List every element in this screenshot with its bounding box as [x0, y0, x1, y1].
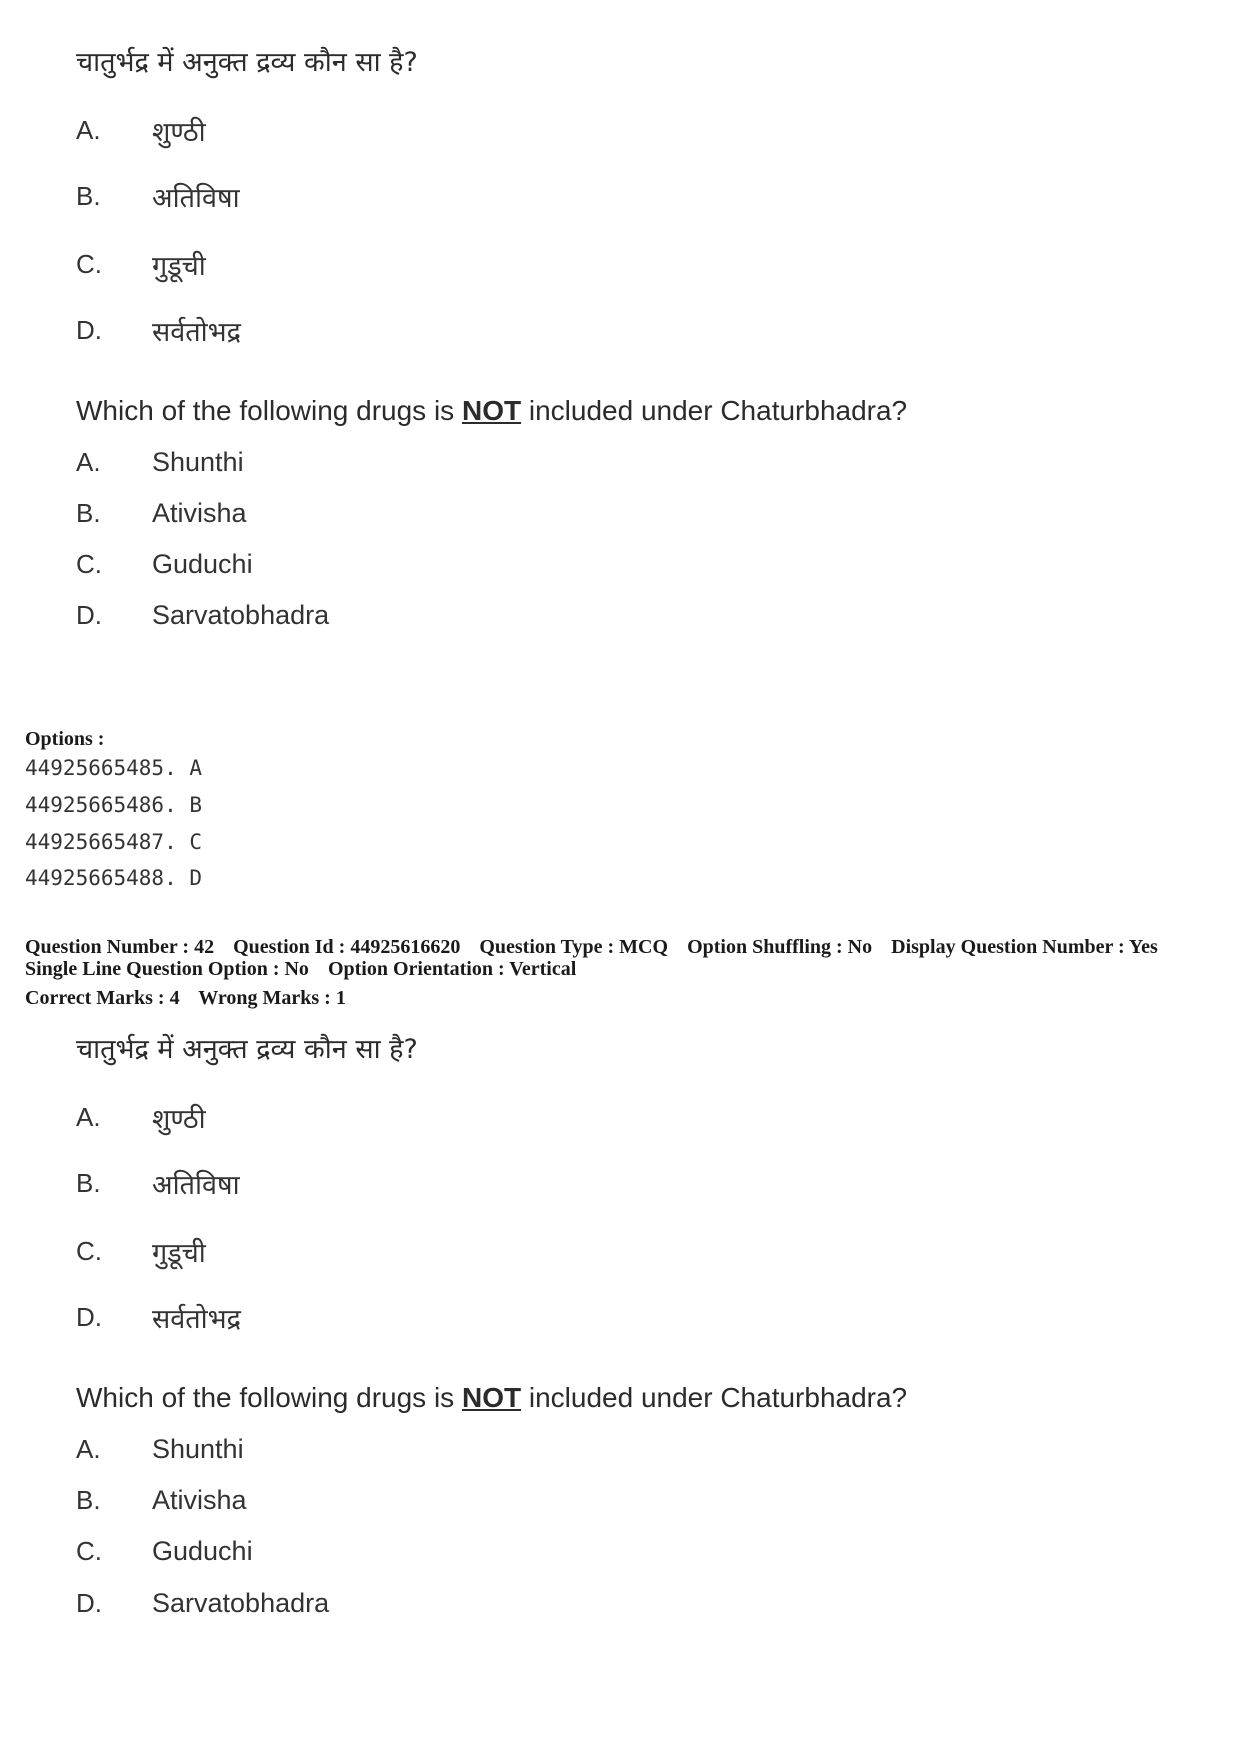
option-text: Guduchi: [152, 1536, 253, 1566]
option-text: Sarvatobhadra: [152, 600, 330, 630]
option-letter: A.: [76, 1102, 101, 1132]
option-letter: C.: [76, 549, 102, 579]
option-id-d: 44925665488. D: [25, 866, 203, 890]
option-d-hindi: [76, 312, 241, 349]
meta-option-orientation: Option Orientation : Vertical: [327, 958, 577, 980]
option-text: अतिविषा: [152, 183, 240, 214]
options-heading: Options :: [25, 728, 105, 750]
option-d-hindi: [76, 1299, 241, 1336]
option-letter: A.: [76, 1434, 101, 1464]
meta-wrong-marks: Wrong Marks : 1: [198, 987, 346, 1009]
option-c-hindi: [76, 1233, 206, 1270]
option-text: Ativisha: [152, 1485, 247, 1515]
option-letter: C.: [76, 1236, 102, 1266]
option-text: अतिविषा: [152, 1170, 240, 1201]
question-text-hindi: चातुर्भद्र में अनुक्त द्रव्य कौन सा है?: [76, 47, 418, 78]
option-a-hindi: [76, 1099, 206, 1136]
question-text-part: included under Chaturbhadra?: [521, 395, 908, 426]
option-b-english: [76, 498, 247, 529]
option-letter: B.: [76, 498, 101, 528]
meta-question-type: Question Type : MCQ: [479, 936, 669, 958]
question-meta-line-1: [25, 936, 1225, 958]
meta-question-id: Question Id : 44925616620: [233, 936, 461, 958]
question-text-part: Which of the following drugs is: [76, 395, 462, 426]
option-c-hindi: [76, 246, 206, 283]
option-text: Sarvatobhadra: [152, 1588, 330, 1618]
question-meta-line-2: [25, 958, 1225, 980]
question-text-part: included under Chaturbhadra?: [521, 1382, 908, 1413]
option-b-hindi: [76, 178, 240, 215]
option-id-a: 44925665485. A: [25, 756, 203, 780]
option-letter: D.: [76, 600, 102, 630]
option-text: शुण्ठी: [152, 117, 206, 148]
question-emphasis: NOT: [461, 395, 522, 426]
option-c-english: [76, 549, 253, 580]
option-text: गुडूची: [152, 251, 206, 282]
option-letter: A.: [76, 115, 101, 145]
option-id-c: 44925665487. C: [25, 830, 203, 854]
option-d-english: [76, 1588, 329, 1619]
option-text: गुडूची: [152, 1238, 206, 1269]
meta-correct-marks: Correct Marks : 4: [25, 987, 180, 1009]
option-text: Shunthi: [152, 1434, 244, 1464]
option-letter: D.: [76, 315, 102, 345]
option-letter: A.: [76, 447, 101, 477]
meta-single-line-option: Single Line Question Option : No: [25, 958, 309, 980]
question-text-english: [76, 395, 907, 427]
option-a-hindi: [76, 112, 206, 149]
option-letter: C.: [76, 249, 102, 279]
meta-display-question-number: Display Question Number : Yes: [891, 936, 1158, 958]
question-emphasis: NOT: [461, 1382, 522, 1413]
option-letter: C.: [76, 1536, 102, 1566]
option-text: Guduchi: [152, 549, 253, 579]
meta-option-shuffling: Option Shuffling : No: [687, 936, 873, 958]
option-text: शुण्ठी: [152, 1104, 206, 1135]
option-c-english: [76, 1536, 253, 1567]
option-letter: D.: [76, 1302, 102, 1332]
meta-question-number: Question Number : 42: [25, 936, 215, 958]
option-a-english: [76, 447, 244, 478]
option-letter: B.: [76, 181, 101, 211]
option-text: Ativisha: [152, 498, 247, 528]
option-id-b: 44925665486. B: [25, 793, 203, 817]
option-letter: B.: [76, 1485, 101, 1515]
option-letter: B.: [76, 1168, 101, 1198]
option-text: सर्वतोभद्र: [152, 1304, 241, 1335]
option-text: सर्वतोभद्र: [152, 317, 241, 348]
option-letter: D.: [76, 1588, 102, 1618]
question-text-part: Which of the following drugs is: [76, 1382, 462, 1413]
option-b-hindi: [76, 1165, 240, 1202]
option-d-english: [76, 600, 329, 631]
option-a-english: [76, 1434, 244, 1465]
option-b-english: [76, 1485, 247, 1516]
question-text-hindi: चातुर्भद्र में अनुक्त द्रव्य कौन सा है?: [76, 1034, 418, 1065]
option-text: Shunthi: [152, 447, 244, 477]
question-text-english: [76, 1382, 907, 1414]
question-meta-line-3: [25, 987, 1225, 1009]
